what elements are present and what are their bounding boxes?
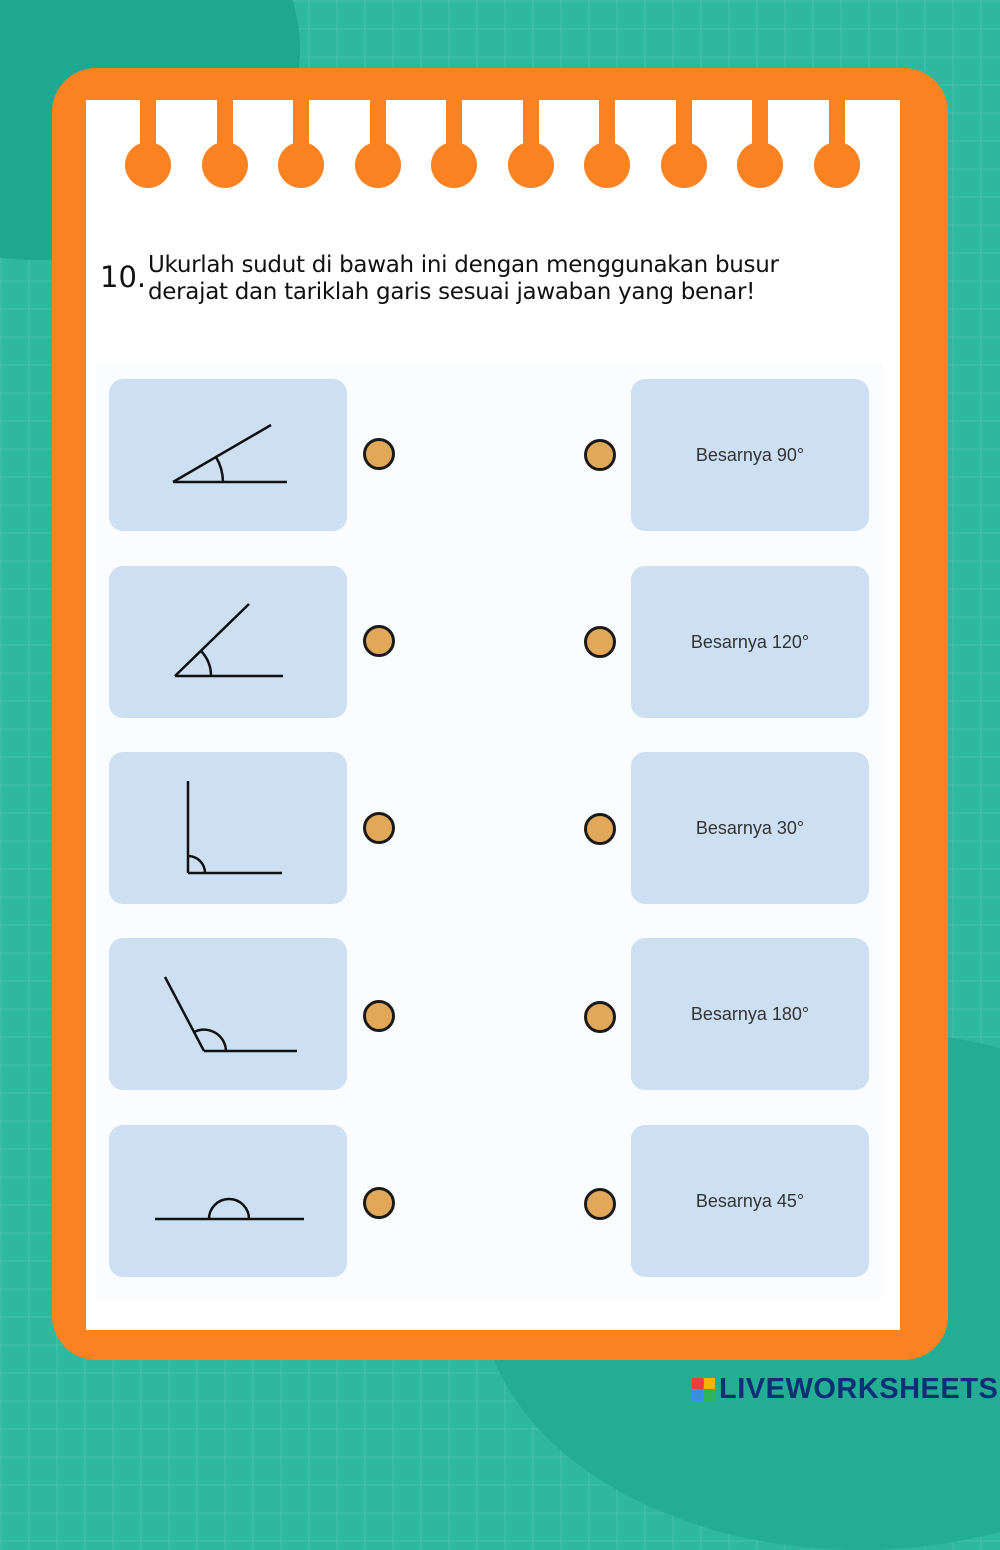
angle-card	[109, 379, 347, 531]
answer-label: Besarnya 120°	[690, 631, 810, 652]
angle-180-icon	[109, 1125, 347, 1277]
binder-ring-icon	[431, 100, 477, 190]
angle-30-icon	[109, 379, 347, 531]
binder-ring-icon	[278, 100, 324, 190]
binder-ring-icon	[814, 100, 860, 190]
angle-card	[109, 938, 347, 1090]
answer-label: Besarnya 180°	[690, 1003, 810, 1024]
binder-ring-icon	[202, 100, 248, 190]
binder-ring-icon	[355, 100, 401, 190]
question-line-1: Ukurlah sudut di bawah ini dengan menggunakan busur	[148, 252, 779, 278]
angle-45-icon	[109, 566, 347, 718]
question-line-2: derajat dan tariklah garis sesuai jawaban yang benar!	[148, 279, 756, 305]
left-connector-dot[interactable]	[363, 1000, 395, 1032]
binder-ring-icon	[661, 100, 707, 190]
angle-90-icon	[109, 752, 347, 904]
angle-card	[109, 752, 347, 904]
left-connector-dot[interactable]	[363, 1187, 395, 1219]
angle-card	[109, 566, 347, 718]
binder-ring-icon	[125, 100, 171, 190]
right-connector-dot[interactable]	[584, 439, 616, 471]
answer-label: Besarnya 90°	[695, 444, 805, 465]
liveworksheets-logo-icon	[692, 1378, 715, 1401]
right-connector-dot[interactable]	[584, 1188, 616, 1220]
right-connector-dot[interactable]	[584, 626, 616, 658]
answer-label: Besarnya 30°	[695, 817, 805, 838]
angle-card	[109, 1125, 347, 1277]
binder-ring-icon	[508, 100, 554, 190]
right-connector-dot[interactable]	[584, 1001, 616, 1033]
answer-card	[631, 938, 869, 1090]
answer-card	[631, 1125, 869, 1277]
left-connector-dot[interactable]	[363, 625, 395, 657]
answer-card	[631, 379, 869, 531]
binder-ring-icon	[584, 100, 630, 190]
brand-logo	[692, 1372, 998, 1406]
answer-label: Besarnya 45°	[695, 1190, 805, 1211]
right-connector-dot[interactable]	[584, 813, 616, 845]
answer-card	[631, 752, 869, 904]
left-connector-dot[interactable]	[363, 812, 395, 844]
question-number: 10.	[100, 260, 147, 294]
left-connector-dot[interactable]	[363, 438, 395, 470]
question-text	[148, 252, 848, 306]
angle-120-icon	[109, 938, 347, 1090]
answer-card	[631, 566, 869, 718]
binder-ring-icon	[737, 100, 783, 190]
brand-name: LIVEWORKSHEETS	[719, 1372, 999, 1405]
